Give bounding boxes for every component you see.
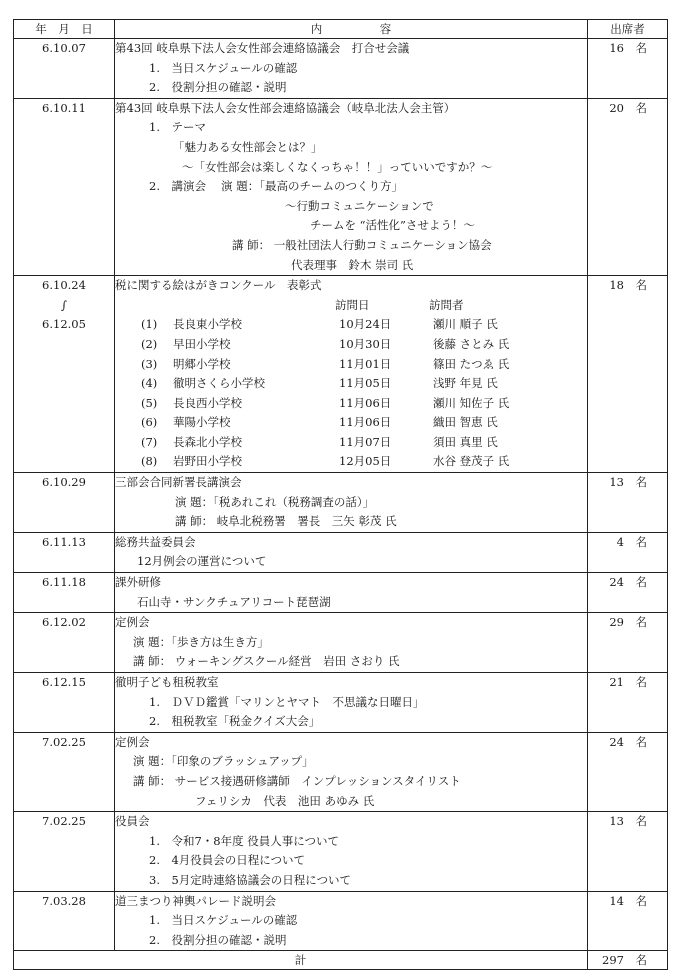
table-row xyxy=(14,276,668,473)
row-content: 課外研修 石山寺・サンクチュアリコート琵琶湖 xyxy=(115,573,588,613)
row-attendance: 24 名 xyxy=(588,573,668,613)
school-visitor: 後藤 さとみ 氏 xyxy=(433,336,510,351)
table-row xyxy=(14,573,668,613)
school-row xyxy=(115,413,587,433)
school-visit-date: 11月07日 xyxy=(339,434,392,449)
row-attendance: 16 名 xyxy=(588,39,668,99)
row-content: 総務共益委員会 12月例会の運営について xyxy=(115,532,588,572)
row-date: 6.10.07 xyxy=(14,39,115,99)
school-num: (1) xyxy=(141,317,158,332)
school-list xyxy=(115,315,587,472)
row-date: 7.02.25 xyxy=(14,732,115,811)
table-row xyxy=(14,673,668,733)
row-content: 道三まつり神輿パレード説明会 1. 当日スケジュールの確認 2. 役割分担の確認・説明 xyxy=(115,891,588,951)
row-date: 6.10.24 ∫ 6.12.05 xyxy=(14,276,115,473)
school-visit-date: 11月01日 xyxy=(339,356,392,371)
school-row xyxy=(115,394,587,414)
school-visit-date: 10月30日 xyxy=(339,336,392,351)
row-date: 7.03.28 xyxy=(14,891,115,951)
row-content: 定例会 演 題：「歩き方は生き方」 講 師： ウォーキングスクール経営 岩田 さおり 氏 xyxy=(115,613,588,673)
total-label: 計 xyxy=(14,951,588,970)
school-visitor: 織田 智恵 氏 xyxy=(433,415,498,430)
header-content: 内 容 xyxy=(115,20,588,39)
col-visitor: 訪問者 xyxy=(429,297,464,312)
table-row xyxy=(14,732,668,811)
school-name: 早田小学校 xyxy=(173,336,231,351)
school-visitor: 浅野 年見 氏 xyxy=(433,376,498,391)
school-name: 徹明さくら小学校 xyxy=(173,376,265,391)
header-row xyxy=(14,20,668,39)
school-num: (8) xyxy=(141,454,158,469)
school-visitor: 須田 真里 氏 xyxy=(433,434,498,449)
school-visit-date: 11月05日 xyxy=(339,376,392,391)
table-row xyxy=(14,613,668,673)
activity-table xyxy=(13,19,668,970)
row-content: 役員会 1. 令和7・8年度 役員人事について 2. 4月役員会の日程について 3. 5月定時連絡協議会の日程について xyxy=(115,812,588,891)
row-attendance: 29 名 xyxy=(588,613,668,673)
school-row xyxy=(115,355,587,375)
total-attendance: 297 名 xyxy=(588,951,668,970)
school-row xyxy=(115,315,587,335)
school-row xyxy=(115,374,587,394)
school-row xyxy=(115,452,587,472)
table-row xyxy=(14,891,668,951)
school-row xyxy=(115,335,587,355)
row-content: 三部会合同新署長講演会 演 題：「税あれこれ（税務調査の話）」 講 師： 岐阜北税務署 署長 三矢 彰茂 氏 xyxy=(115,473,588,533)
row-date: 6.11.13 xyxy=(14,532,115,572)
header-date: 年 月 日 xyxy=(14,20,115,39)
school-num: (2) xyxy=(141,336,158,351)
row-date: 6.12.15 xyxy=(14,673,115,733)
row-content: 税に関する絵はがきコンクール 表彰式 訪問日 訪問者 (1) 長良東小学校 10月24日 瀬川 順子 氏 (2) 早田小学校 10月30日 後藤 さとみ 氏 (3) 明郷小学校 11月01日 篠田 たつゑ 氏 (4) 徹明さくら小学校 11月05日 浅野 年見 氏 (5) 長良西小学校 11月06日 瀬川 知佐子 氏 (6) 華陽小学校 11月06日 織田 智恵 氏 (7) 長森北小学校 11月07日 須田 真里 氏 (8) 岩野田小学校 12月05日 水谷 登茂子 氏 xyxy=(115,276,588,473)
school-name: 長良東小学校 xyxy=(173,317,242,332)
school-num: (3) xyxy=(141,356,158,371)
row-attendance: 13 名 xyxy=(588,473,668,533)
school-num: (7) xyxy=(141,434,158,449)
row-date: 6.11.18 xyxy=(14,573,115,613)
row-content: 第43回 岐阜県下法人会女性部会連絡協議会（岐阜北法人会主管） 1. テーマ 「魅力ある女性部会とは？」 ～「女性部会は楽しくなくっちゃ！！」っていいですか？～ 2. 講演会 演 題：「最高のチームのつくり方」 ～行動コミュニケーションで チームを “活性化”させよう！～ 講 師： 一般社団法人行動コミュニケーション協会 代表理事 鈴木 崇司 氏 xyxy=(115,98,588,275)
header-attendance: 出席者 xyxy=(588,20,668,39)
school-row xyxy=(115,433,587,453)
total-row xyxy=(14,951,668,970)
row-attendance: 13 名 xyxy=(588,812,668,891)
school-visit-date: 10月24日 xyxy=(339,317,392,332)
school-visit-date: 12月05日 xyxy=(339,454,392,469)
row-attendance: 14 名 xyxy=(588,891,668,951)
row-content: 定例会 演 題：「印象のブラッシュアップ」 講 師： サービス接遇研修講師 インプレッションスタイリスト フェリシカ 代表 池田 あゆみ 氏 xyxy=(115,732,588,811)
row-date: 6.10.29 xyxy=(14,473,115,533)
row-content: 徹明子ども租税教室 1. ＤＶＤ鑑賞「マリンとヤマト 不思議な日曜日」 2. 租税教室「税金クイズ大会」 xyxy=(115,673,588,733)
school-visit-date: 11月06日 xyxy=(339,395,392,410)
school-name: 華陽小学校 xyxy=(173,415,231,430)
table-row xyxy=(14,532,668,572)
school-visitor: 水谷 登茂子 氏 xyxy=(433,454,510,469)
school-num: (5) xyxy=(141,395,158,410)
table-row xyxy=(14,473,668,533)
school-name: 長良西小学校 xyxy=(173,395,242,410)
table-row xyxy=(14,98,668,275)
row-content: 第43回 岐阜県下法人会女性部会連絡協議会 打合せ会議 1. 当日スケジュールの確認 2. 役割分担の確認・説明 xyxy=(115,39,588,99)
row-attendance: 21 名 xyxy=(588,673,668,733)
row-attendance: 18 名 xyxy=(588,276,668,473)
col-visit-date: 訪問日 xyxy=(335,297,370,312)
row-attendance: 20 名 xyxy=(588,98,668,275)
school-name: 明郷小学校 xyxy=(173,356,231,371)
school-name: 岩野田小学校 xyxy=(173,454,242,469)
row-date: 6.12.02 xyxy=(14,613,115,673)
row-date: 6.10.11 xyxy=(14,98,115,275)
school-visitor: 瀬川 知佐子 氏 xyxy=(433,395,510,410)
school-visitor: 瀬川 順子 氏 xyxy=(433,317,498,332)
row-attendance: 4 名 xyxy=(588,532,668,572)
school-num: (6) xyxy=(141,415,158,430)
school-visit-date: 11月06日 xyxy=(339,415,392,430)
row-date: 7.02.25 xyxy=(14,812,115,891)
school-visitor: 篠田 たつゑ 氏 xyxy=(433,356,510,371)
school-name: 長森北小学校 xyxy=(173,434,242,449)
table-row xyxy=(14,812,668,891)
table-row xyxy=(14,39,668,99)
school-num: (4) xyxy=(141,376,158,391)
row-attendance: 24 名 xyxy=(588,732,668,811)
